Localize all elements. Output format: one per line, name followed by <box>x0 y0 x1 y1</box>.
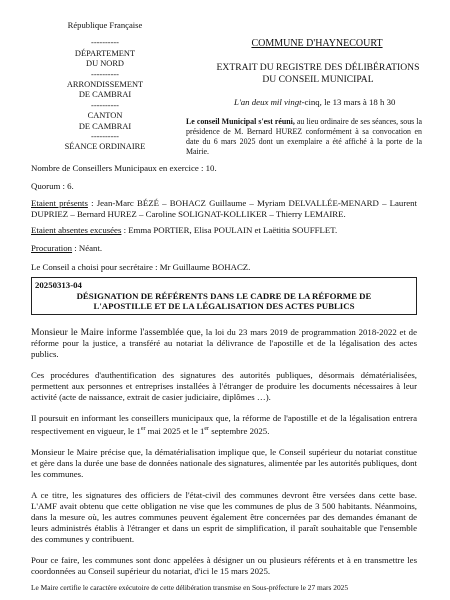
deliberation-box <box>31 277 417 315</box>
separator: ---------- <box>91 69 119 79</box>
commune-title: COMMUNE D'HAYNECOURT <box>251 38 383 49</box>
session-date <box>234 97 395 107</box>
departement-name: DU NORD <box>86 59 124 69</box>
paragraph-2: Ces procédures d'authentification des signatures des autorités publiques, désormais dématérialisées, permettent aux personnes et entreprises installées à l'étranger de produire les documents nécessaires à leur activité (acte de naissance, extrait de casier judiciaire, diplômes …). <box>31 370 417 402</box>
extrait-title: EXTRAIT DU REGISTRE DES DÉLIBÉRATIONS <box>216 62 420 73</box>
header-left <box>40 20 170 153</box>
separator: ---------- <box>91 100 119 110</box>
canton-label: CANTON <box>87 111 123 121</box>
conseillers-count: Nombre de Conseillers Municipaux en exercice : 10. <box>31 163 217 173</box>
p3-c: septembre 2025. <box>209 425 270 436</box>
presents <box>31 198 417 220</box>
separator: ---------- <box>91 38 119 48</box>
presents-label: Etaient présents <box>31 198 88 208</box>
date-rest: -cinq, le 13 mars à 18 h 30 <box>301 97 396 107</box>
separator: ---------- <box>91 132 119 142</box>
paragraph-4: Monsieur le Maire précise que, la dématérialisation implique que, le Conseil supérieur du notariat constitue et gère dans la durée une base de données nationale des signatures, alimentée par les autorités publiques, dont les communes. <box>31 446 417 479</box>
p3-a: Il poursuit en informant les conseillers municipaux que, la réforme de l'apostille et de la légalisation entrera respectivement en vigueur, le 1 <box>31 413 417 436</box>
seance-label: SÉANCE ORDINAIRE <box>64 142 146 152</box>
footer-certification: Le Maire certifie le caractère exécutoire de cette délibération transmise en Sous-préfecture le 27 mars 2025 <box>31 583 349 592</box>
p3-sup1: er <box>140 426 146 432</box>
canton-name: DE CAMBRAI <box>78 121 132 131</box>
p1-lead: Monsieur le Maire informe l'assemblée que, <box>31 327 204 338</box>
presents-list: : Jean-Marc BÉZÉ – BOHACZ Guillaume – Myriam DELVALLÉE-MENARD – Laurent DUPRIEZ – Bernard HUREZ – Caroline SOLIGNAT-KOLLIKER – Thierry LEMAIRE. <box>31 198 417 219</box>
p3-b: mai 2025 et le 1 <box>145 425 205 436</box>
p3-sup2: er <box>204 426 210 432</box>
procuration-value: : Néant. <box>72 243 103 253</box>
absents-label: Etaient absentes excusées <box>31 225 122 235</box>
republique-label: République Française <box>67 20 143 30</box>
paragraph-6: Pour ce faire, les communes sont donc appelées à désigner un ou plusieurs référents et à en transmettre les coordonnées au Conseil supérieur du notariat, d'ici le 15 mars 2025. <box>31 554 417 576</box>
arrondissement-name: DE CAMBRAI <box>78 90 132 100</box>
arrondissement-label: ARRONDISSEMENT <box>66 80 144 90</box>
quorum: Quorum : 6. <box>31 181 74 191</box>
p1-text: la loi du 23 mars 2019 de programmation 2018-2022 et de réforme pour la justice, a transféré au notariat la délivrance de l'apostille et de la légalisation des actes publics. <box>31 327 417 359</box>
paragraph-1 <box>31 327 417 360</box>
secretaire: Le Conseil a choisi pour secrétaire : Mr Guillaume BOHACZ. <box>31 262 251 272</box>
paragraph-5: A ce titre, les signatures des officiers de l'état-civil des communes devront être versées dans cette base. L'AMF avait obtenu que cette obligation ne vise que les communes de plus de 3 500 habitants. Néanmoins, dans la mesure où, les autres communes peuvent également être concernées par des demandes émanant de leurs administrés établis à l'étranger et dans un esprit de simplification, il paraît souhaitable que l'ensemble des communes y contribuent. <box>31 489 417 544</box>
departement-label: DÉPARTEMENT <box>74 48 136 58</box>
deliberation-title-line2: L'APOSTILLE ET DE LA LÉGALISATION DES ACTES PUBLICS <box>93 301 355 311</box>
deliberation-number: 20250313-04 <box>35 280 82 290</box>
absents-list: : Emma PORTIER, Elisa POULAIN et Laëtitia SOUFFLET. <box>121 225 338 235</box>
conseil-title: DU CONSEIL MUNICIPAL <box>262 74 374 85</box>
session-intro <box>186 117 422 157</box>
deliberation-title-line1: DÉSIGNATION DE RÉFÉRENTS DANS LE CADRE DE LA RÉFORME DE <box>76 291 372 301</box>
absents <box>31 225 337 236</box>
procuration <box>31 243 102 254</box>
intro-rest: au lieu ordinaire de ses séances, sous la présidence de M. Bernard HUREZ conformément à sa convocation en date du 6 mars 2025 dont un exemplaire a été affiché à la porte de la Mairie. <box>186 117 422 156</box>
paragraph-3 <box>31 413 417 437</box>
body <box>31 327 417 577</box>
intro-bold: Le conseil Municipal s'est réuni, <box>186 117 295 126</box>
date-prefix: L'an deux mil vingt <box>234 97 302 107</box>
procuration-label: Procuration <box>31 243 73 253</box>
